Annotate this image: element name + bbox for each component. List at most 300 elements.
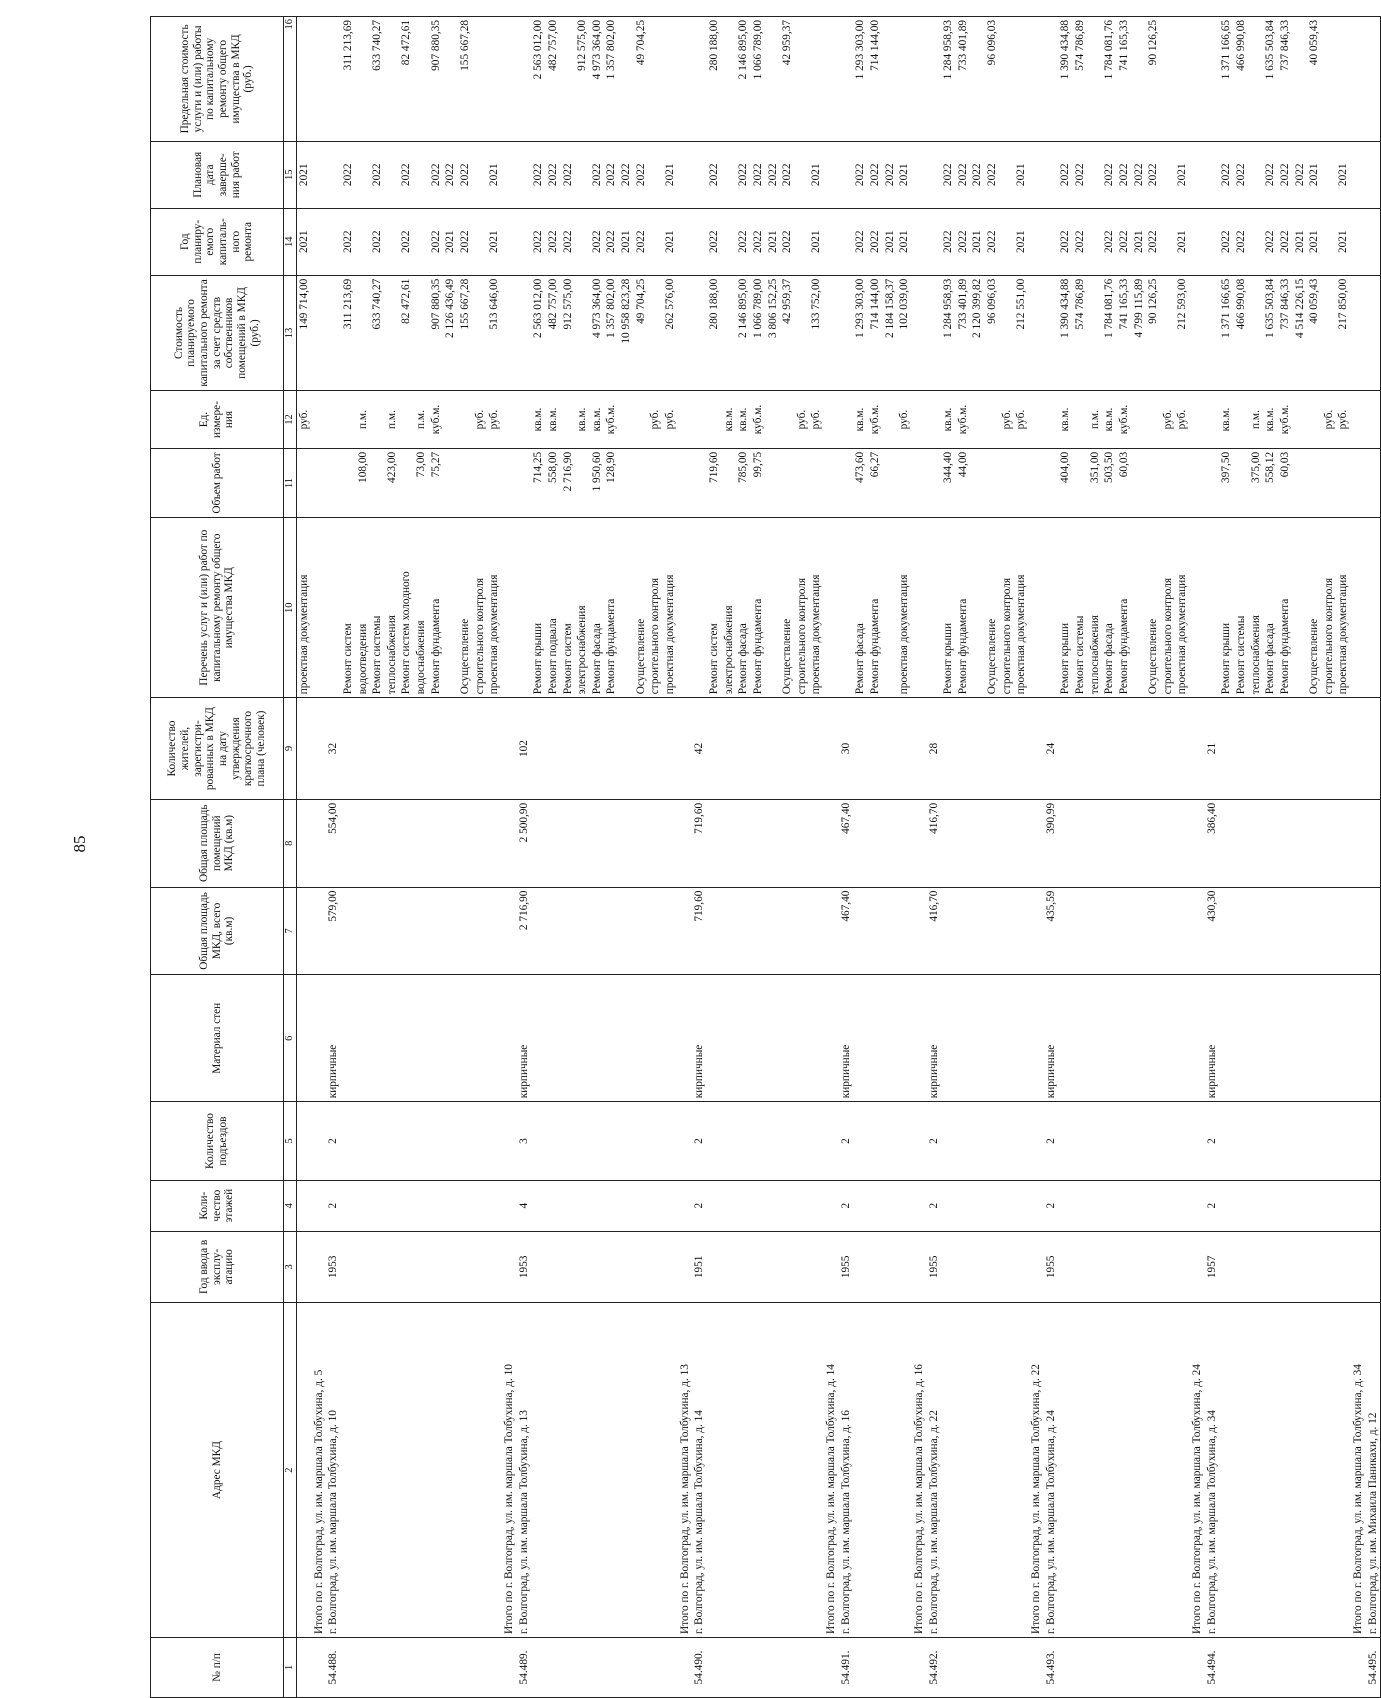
address <box>722 1303 737 1638</box>
work-volume <box>370 448 385 517</box>
table-row <box>458 17 473 1698</box>
row-number <box>414 1637 429 1697</box>
cost <box>648 275 663 390</box>
house-total-row <box>883 17 898 1698</box>
repair-year: 2022 <box>1073 208 1088 275</box>
residents: 24 <box>1044 698 1059 800</box>
work-volume <box>341 448 356 517</box>
area-total <box>707 887 722 975</box>
limit-cost: 1 390 434,88 <box>1058 17 1073 142</box>
entrances <box>399 1102 414 1181</box>
work-item <box>839 518 854 698</box>
wall-material <box>956 975 971 1102</box>
year-built <box>1161 1231 1176 1303</box>
table-row <box>941 17 956 1698</box>
limit-cost: 90 126,25 <box>1146 17 1161 142</box>
repair-year <box>927 208 942 275</box>
table-row <box>1249 17 1264 1698</box>
cost <box>1322 275 1337 390</box>
year-built <box>1102 1231 1117 1303</box>
floors <box>956 1180 971 1231</box>
cost <box>1000 275 1015 390</box>
unit <box>912 391 927 449</box>
year-built <box>766 1231 781 1303</box>
area-rooms <box>634 799 649 887</box>
cost: 40 059,43 <box>1307 275 1322 390</box>
row-number <box>297 1637 312 1697</box>
residents <box>1161 698 1176 800</box>
work-volume: 404,00 <box>1058 448 1073 517</box>
column-number: 9 <box>284 698 297 800</box>
unit <box>1146 391 1161 449</box>
area-total: 719,60 <box>692 887 707 975</box>
work-volume <box>312 448 327 517</box>
due-year: 2022 <box>941 141 956 208</box>
table-row <box>780 17 795 1698</box>
repair-year: 2022 <box>853 208 868 275</box>
address <box>868 1303 883 1638</box>
unit: руб. <box>1336 391 1351 449</box>
area-rooms <box>1322 799 1337 887</box>
area-rooms <box>809 799 824 887</box>
floors <box>473 1180 488 1231</box>
repair-year: 2022 <box>429 208 444 275</box>
cost <box>1351 275 1366 390</box>
repair-year: 2021 <box>809 208 824 275</box>
area-total <box>297 887 312 975</box>
repair-year <box>824 208 839 275</box>
row-number <box>1029 1637 1044 1697</box>
wall-material <box>1219 975 1234 1102</box>
area-total <box>941 887 956 975</box>
work-volume <box>1044 448 1059 517</box>
work-volume <box>473 448 488 517</box>
due-year: 2022 <box>370 141 385 208</box>
unit: п.м. <box>356 391 371 449</box>
due-year <box>502 141 517 208</box>
address <box>414 1303 429 1638</box>
work-volume <box>839 448 854 517</box>
work-volume <box>809 448 824 517</box>
entrances <box>809 1102 824 1181</box>
year-built <box>1058 1231 1073 1303</box>
work-volume <box>1351 448 1366 517</box>
area-total <box>1102 887 1117 975</box>
limit-cost: 574 786,89 <box>1073 17 1088 142</box>
row-number <box>1263 1637 1278 1697</box>
due-year: 2022 <box>707 141 722 208</box>
entrances <box>634 1102 649 1181</box>
unit <box>370 391 385 449</box>
year-built <box>1146 1231 1161 1303</box>
work-item <box>678 518 693 698</box>
repair-year: 2022 <box>546 208 561 275</box>
cost: 907 880,35 <box>429 275 444 390</box>
year-built <box>561 1231 576 1303</box>
column-number: 16 <box>284 17 297 142</box>
wall-material <box>663 975 678 1102</box>
area-total <box>751 887 766 975</box>
unit: кв.м. <box>941 391 956 449</box>
residents <box>1102 698 1117 800</box>
cost <box>692 275 707 390</box>
limit-cost <box>663 17 678 142</box>
entrances <box>385 1102 400 1181</box>
area-total <box>1322 887 1337 975</box>
repair-year: 2022 <box>370 208 385 275</box>
floors <box>1029 1180 1044 1231</box>
address <box>1293 1303 1308 1638</box>
residents <box>648 698 663 800</box>
limit-cost: 633 740,27 <box>370 17 385 142</box>
area-total <box>1014 887 1029 975</box>
area-total <box>385 887 400 975</box>
year-built: 1953 <box>517 1231 532 1303</box>
year-built <box>1234 1231 1249 1303</box>
due-year: 2022 <box>443 141 458 208</box>
limit-cost: 280 188,00 <box>707 17 722 142</box>
residents <box>399 698 414 800</box>
table-row <box>648 17 663 1698</box>
table-row <box>1058 17 1073 1698</box>
area-rooms <box>941 799 956 887</box>
year-built <box>736 1231 751 1303</box>
wall-material <box>414 975 429 1102</box>
repair-year <box>1029 208 1044 275</box>
column-number: 15 <box>284 141 297 208</box>
address <box>1263 1303 1278 1638</box>
house-row <box>927 17 942 1698</box>
address: Итого по г. Волгоград, ул. им. маршала Толбухина, д. 13 <box>678 1303 693 1638</box>
work-volume <box>1161 448 1176 517</box>
repair-year <box>414 208 429 275</box>
floors <box>883 1180 898 1231</box>
floors <box>722 1180 737 1231</box>
due-year: 2022 <box>1263 141 1278 208</box>
limit-cost: 2 563 012,00 <box>531 17 546 142</box>
floors <box>487 1180 502 1231</box>
address <box>1000 1303 1015 1638</box>
work-volume <box>897 448 912 517</box>
due-year: 2022 <box>1117 141 1132 208</box>
cost <box>414 275 429 390</box>
cost: 912 575,00 <box>561 275 576 390</box>
unit: кв.м. <box>736 391 751 449</box>
wall-material <box>751 975 766 1102</box>
year-built <box>1117 1231 1132 1303</box>
house-total-row <box>1132 17 1147 1698</box>
table-row <box>531 17 546 1698</box>
unit: руб. <box>809 391 824 449</box>
due-year: 2022 <box>1293 141 1308 208</box>
limit-cost: 907 880,35 <box>429 17 444 142</box>
floors <box>897 1180 912 1231</box>
wall-material <box>1278 975 1293 1102</box>
floors <box>356 1180 371 1231</box>
work-item: Ремонт фундамента <box>751 518 766 698</box>
year-built <box>722 1231 737 1303</box>
table-row <box>604 17 619 1698</box>
address <box>1014 1303 1029 1638</box>
limit-cost <box>443 17 458 142</box>
table-row <box>561 17 576 1698</box>
limit-cost <box>1205 17 1220 142</box>
floors <box>561 1180 576 1231</box>
table-row <box>385 17 400 1698</box>
area-rooms <box>1351 799 1366 887</box>
work-item: строительного контроля <box>473 518 488 698</box>
residents: 21 <box>1205 698 1220 800</box>
wall-material <box>1146 975 1161 1102</box>
cost: 482 757,00 <box>546 275 561 390</box>
entrances <box>1322 1102 1337 1181</box>
due-year: 2022 <box>883 141 898 208</box>
repair-year <box>312 208 327 275</box>
work-volume: 714,25 <box>531 448 546 517</box>
due-year: 2022 <box>634 141 649 208</box>
area-total <box>1249 887 1264 975</box>
column-number: 4 <box>284 1180 297 1231</box>
repair-year: 2022 <box>868 208 883 275</box>
unit: кв.м. <box>853 391 868 449</box>
limit-cost <box>1366 17 1381 142</box>
residents <box>1366 698 1381 800</box>
entrances <box>824 1102 839 1181</box>
area-total <box>1293 887 1308 975</box>
row-number <box>356 1637 371 1697</box>
area-rooms <box>1336 799 1351 887</box>
work-volume: 351,00 <box>1088 448 1103 517</box>
floors <box>707 1180 722 1231</box>
work-item: теплоснабжения <box>1249 518 1264 698</box>
floors <box>575 1180 590 1231</box>
work-volume <box>1190 448 1205 517</box>
due-year: 2021 <box>663 141 678 208</box>
entrances <box>780 1102 795 1181</box>
wall-material <box>341 975 356 1102</box>
entrances <box>1000 1102 1015 1181</box>
area-total <box>1117 887 1132 975</box>
work-item: водоснабжения <box>414 518 429 698</box>
due-year <box>1249 141 1264 208</box>
column-number: 13 <box>284 275 297 390</box>
work-volume <box>985 448 1000 517</box>
entrances <box>1190 1102 1205 1181</box>
work-item: Ремонт системы <box>1234 518 1249 698</box>
repair-year: 2022 <box>634 208 649 275</box>
cost: 311 213,69 <box>341 275 356 390</box>
area-rooms <box>575 799 590 887</box>
row-number: 54.492. <box>927 1637 942 1697</box>
row-number <box>824 1637 839 1697</box>
address <box>970 1303 985 1638</box>
house-row <box>517 17 532 1698</box>
year-built <box>1336 1231 1351 1303</box>
column-header: Объем работ <box>151 448 284 517</box>
wall-material <box>1175 975 1190 1102</box>
entrances <box>912 1102 927 1181</box>
cost: 714 144,00 <box>868 275 883 390</box>
limit-cost: 737 846,33 <box>1278 17 1293 142</box>
column-number: 10 <box>284 518 297 698</box>
entrances: 3 <box>517 1102 532 1181</box>
table-row <box>1175 17 1190 1698</box>
row-number <box>751 1637 766 1697</box>
work-volume <box>517 448 532 517</box>
repair-year <box>1000 208 1015 275</box>
work-volume: 99,75 <box>751 448 766 517</box>
cost: 49 704,25 <box>634 275 649 390</box>
table-row <box>370 17 385 1698</box>
limit-cost: 1 066 789,00 <box>751 17 766 142</box>
year-built: 1955 <box>927 1231 942 1303</box>
unit <box>502 391 517 449</box>
work-volume: 60,03 <box>1278 448 1293 517</box>
address: Итого по г. Волгоград, ул. им. маршала Толбухина, д. 14 <box>824 1303 839 1638</box>
year-built <box>678 1231 693 1303</box>
table-row <box>1029 17 1044 1698</box>
work-item <box>502 518 517 698</box>
area-total <box>678 887 693 975</box>
address <box>809 1303 824 1638</box>
wall-material <box>1058 975 1073 1102</box>
row-number: 54.490. <box>692 1637 707 1697</box>
entrances <box>897 1102 912 1181</box>
entrances <box>648 1102 663 1181</box>
area-rooms <box>1175 799 1190 887</box>
unit <box>824 391 839 449</box>
floors <box>678 1180 693 1231</box>
due-year: 2022 <box>590 141 605 208</box>
residents <box>985 698 1000 800</box>
work-volume <box>883 448 898 517</box>
work-item <box>1029 518 1044 698</box>
due-year: 2022 <box>1058 141 1073 208</box>
work-volume: 73,00 <box>414 448 429 517</box>
floors <box>663 1180 678 1231</box>
floors <box>809 1180 824 1231</box>
address <box>1175 1303 1190 1638</box>
table-row <box>795 17 810 1698</box>
address <box>531 1303 546 1638</box>
residents <box>868 698 883 800</box>
address <box>297 1303 312 1638</box>
residents <box>1146 698 1161 800</box>
limit-cost <box>824 17 839 142</box>
work-item <box>619 518 634 698</box>
year-built <box>1263 1231 1278 1303</box>
year-built <box>1029 1231 1044 1303</box>
wall-material <box>1161 975 1176 1102</box>
work-item: Ремонт фундамента <box>868 518 883 698</box>
area-total <box>809 887 824 975</box>
wall-material <box>634 975 649 1102</box>
work-volume <box>634 448 649 517</box>
area-rooms <box>707 799 722 887</box>
entrances <box>1146 1102 1161 1181</box>
work-volume <box>663 448 678 517</box>
table-row <box>312 17 327 1698</box>
due-year <box>1161 141 1176 208</box>
repair-year: 2022 <box>458 208 473 275</box>
wall-material <box>561 975 576 1102</box>
area-total <box>634 887 649 975</box>
work-item: проектная документация <box>1014 518 1029 698</box>
area-rooms <box>956 799 971 887</box>
cost: 574 786,89 <box>1073 275 1088 390</box>
area-total <box>956 887 971 975</box>
area-rooms <box>1146 799 1161 887</box>
repair-year: 2021 <box>1014 208 1029 275</box>
cost: 212 593,00 <box>1175 275 1190 390</box>
unit <box>561 391 576 449</box>
work-item: Ремонт фундамента <box>956 518 971 698</box>
cost <box>1205 275 1220 390</box>
year-built <box>868 1231 883 1303</box>
row-number <box>1190 1637 1205 1697</box>
unit: руб. <box>795 391 810 449</box>
row-number: 54.489. <box>517 1637 532 1697</box>
entrances <box>561 1102 576 1181</box>
entrances <box>370 1102 385 1181</box>
due-year: 2022 <box>1132 141 1147 208</box>
wall-material <box>1102 975 1117 1102</box>
address <box>1278 1303 1293 1638</box>
repair-year <box>1249 208 1264 275</box>
row-number <box>912 1637 927 1697</box>
wall-material <box>883 975 898 1102</box>
cost: 102 039,00 <box>897 275 912 390</box>
due-year: 2022 <box>736 141 751 208</box>
limit-cost <box>517 17 532 142</box>
unit <box>1205 391 1220 449</box>
row-number <box>1322 1637 1337 1697</box>
due-year: 2022 <box>1102 141 1117 208</box>
work-volume <box>780 448 795 517</box>
wall-material <box>912 975 927 1102</box>
wall-material <box>941 975 956 1102</box>
floors <box>1073 1180 1088 1231</box>
area-total <box>1000 887 1015 975</box>
entrances <box>736 1102 751 1181</box>
repair-year <box>839 208 854 275</box>
table-row <box>824 17 839 1698</box>
cost <box>385 275 400 390</box>
floors <box>1161 1180 1176 1231</box>
cost <box>356 275 371 390</box>
repair-year: 2022 <box>1219 208 1234 275</box>
area-rooms <box>1249 799 1264 887</box>
area-rooms <box>678 799 693 887</box>
repair-year: 2022 <box>751 208 766 275</box>
address: г. Волгоград, ул. им. маршала Толбухина, д. 16 <box>839 1303 854 1638</box>
column-header: Стоимость планируемого капитального ремонта за счет средств собственников помещений в МКД (руб.) <box>151 275 284 390</box>
due-year <box>795 141 810 208</box>
area-total <box>883 887 898 975</box>
address <box>385 1303 400 1638</box>
wall-material <box>1088 975 1103 1102</box>
area-rooms <box>970 799 985 887</box>
wall-material <box>619 975 634 1102</box>
unit: куб.м. <box>868 391 883 449</box>
residents <box>414 698 429 800</box>
address: г. Волгоград, ул. им. Михаила Паникахи, д. 12 <box>1366 1303 1381 1638</box>
address: Итого по г. Волгоград, ул. им. маршала Толбухина, д. 16 <box>912 1303 927 1638</box>
repair-year: 2021 <box>619 208 634 275</box>
area-rooms <box>853 799 868 887</box>
floors <box>736 1180 751 1231</box>
year-built <box>341 1231 356 1303</box>
